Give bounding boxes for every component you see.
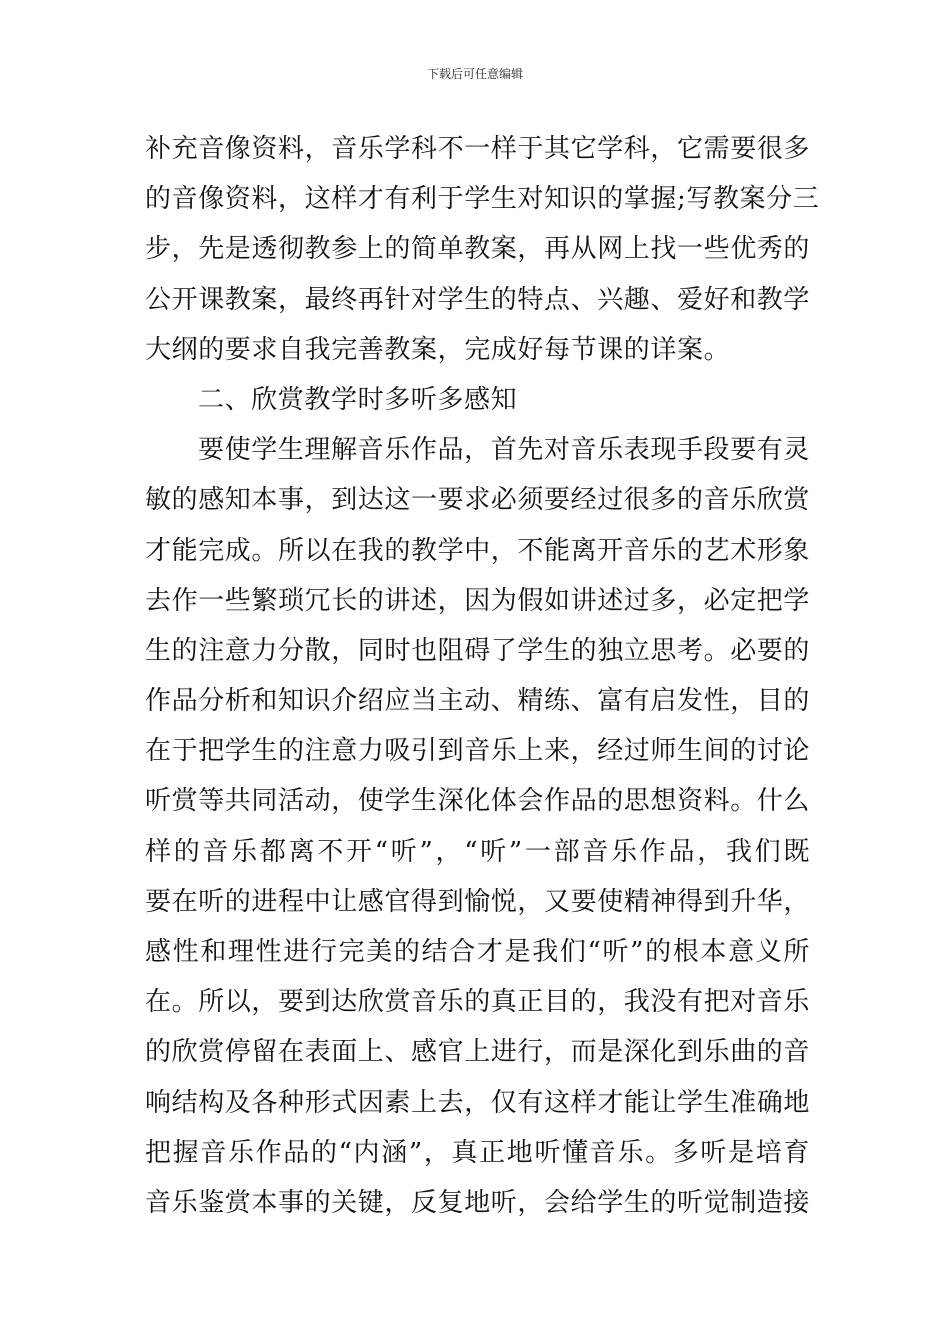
text-line: 在于把学生的注意力吸引到音乐上来，经过师生间的讨论 [145, 736, 811, 767]
text-line: 的欣赏停留在表面上、感官上进行，而是深化到乐曲的音 [145, 1037, 811, 1068]
text-line: 听赏等共同活动，使学生深化体会作品的思想资料。什么 [145, 786, 811, 817]
page-header: 下载后可任意编辑 [426, 67, 523, 81]
text-line: 步，先是透彻教参上的简单教案，再从网上找一些优秀的 [145, 234, 811, 265]
text-line: 作品分析和知识介绍应当主动、精练、富有启发性，目的 [145, 686, 811, 717]
text-line: 去作一些繁琐冗长的讲述，因为假如讲述过多，必定把学 [145, 585, 811, 616]
text-line: 把握音乐作品的“内涵”，真正地听懂音乐。多听是培育 [145, 1137, 810, 1168]
text-line: 要在听的进程中让感官得到愉悦，又要使精神得到升华， [145, 886, 811, 917]
text-line: 在。所以，要到达欣赏音乐的真正目的，我没有把对音乐 [145, 987, 811, 1018]
text-line: 感性和理性进行完美的结合才是我们“听”的根本意义所 [145, 937, 810, 967]
body-text [145, 124, 820, 1228]
text-line: 公开课教案，最终再针对学生的特点、兴趣、爱好和教学 [145, 284, 811, 315]
text-line: 生的注意力分散，同时也阻碍了学生的独立思考。必要的 [145, 635, 811, 666]
section-heading: 二、欣赏教学时多听多感知 [198, 384, 518, 415]
text-line: 音乐鉴赏本事的关键，反复地听，会给学生的听觉制造接 [145, 1187, 811, 1218]
text-line: 要使学生理解音乐作品，首先对音乐表现手段要有灵 [198, 435, 810, 466]
text-line: 敏的感知本事，到达这一要求必须要经过很多的音乐欣赏 [145, 485, 811, 516]
text-line: 的音像资料，这样才有利于学生对知识的掌握;写教案分三 [145, 184, 820, 215]
text-line: 大纲的要求自我完善教案，完成好每节课的详案。 [145, 334, 731, 365]
text-line: 响结构及各种形式因素上去，仅有这样才能让学生准确地 [145, 1087, 811, 1118]
text-line: 才能完成。所以在我的教学中，不能离开音乐的艺术形象 [145, 535, 811, 566]
text-line: 样的音乐都离不开“听”，“听”一部音乐作品，我们既 [145, 836, 810, 867]
text-line: 补充音像资料，音乐学科不一样于其它学科，它需要很多 [145, 134, 811, 164]
